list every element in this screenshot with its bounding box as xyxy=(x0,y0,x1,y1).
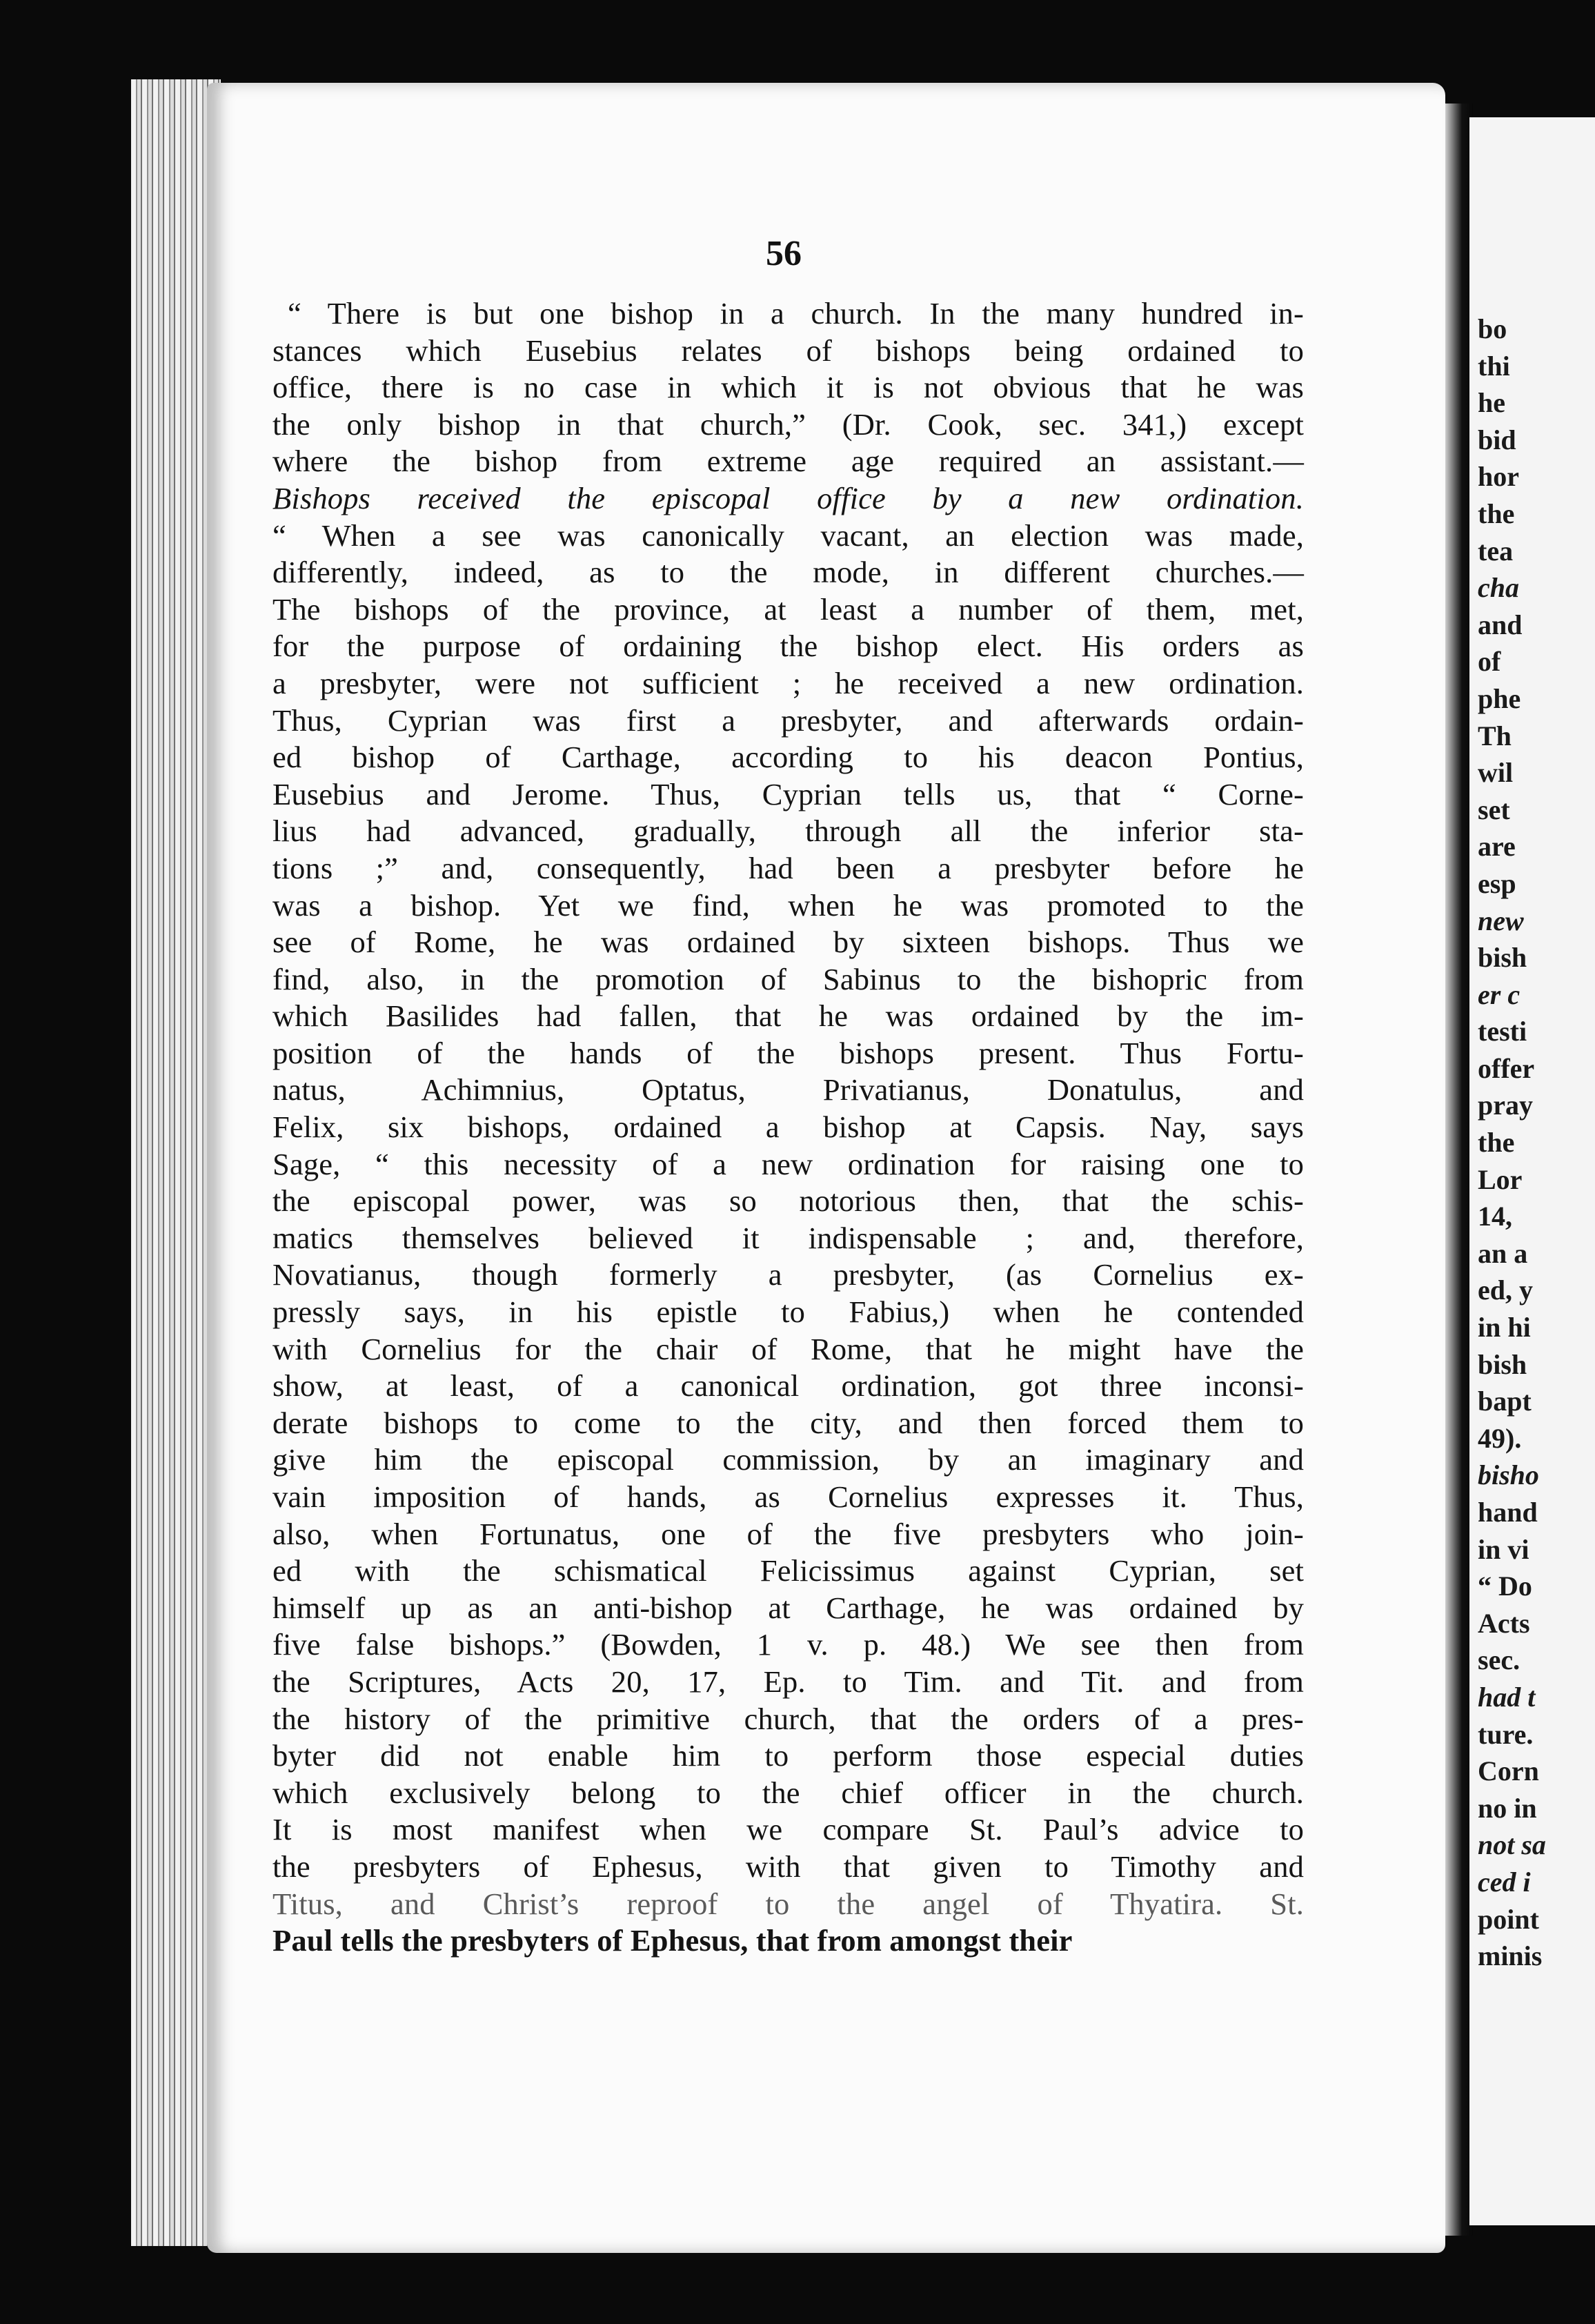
text-line: Felix, six bishops, ordained a bishop at Capsis. Nay, says xyxy=(273,1110,1304,1145)
text-line: ed with the schismatical Felicissimus against Cyprian, set xyxy=(273,1553,1304,1588)
text-line: the episcopal power, was so notorious then, that the schis- xyxy=(273,1183,1304,1219)
facing-line-fragment: wil xyxy=(1478,757,1514,789)
facing-line-fragment: bapt xyxy=(1478,1386,1532,1417)
facing-line-fragment: set xyxy=(1478,794,1510,825)
facing-line-fragment: Lor xyxy=(1478,1163,1523,1195)
text-line: Thus, Cyprian was first a presbyter, and afterwards ordain- xyxy=(273,702,1304,738)
text-line: tions ;” and, consequently, had been a presbyter before he xyxy=(273,850,1304,885)
text-line: was a bishop. Yet we find, when he was promoted to the xyxy=(273,887,1304,923)
facing-line-fragment: ced i xyxy=(1478,1866,1531,1898)
facing-line-fragment: the xyxy=(1478,1127,1515,1159)
text-line: “ When a see was canonically vacant, an election was made, xyxy=(273,518,1304,553)
facing-line-fragment: phe xyxy=(1478,682,1521,714)
text-line: for the purpose of ordaining the bishop elect. His orders as xyxy=(273,629,1304,664)
facing-line-fragment: and xyxy=(1478,609,1523,640)
facing-line-fragment: er c xyxy=(1478,978,1520,1010)
facing-line-fragment: pray xyxy=(1478,1090,1533,1121)
page-number: 56 xyxy=(766,234,802,273)
text-line: position of the hands of the bishops present. Thus Fortu- xyxy=(273,1035,1304,1070)
facing-line-fragment: tea xyxy=(1478,535,1514,567)
text-line: pressly says, in his epistle to Fabius,) when he contended xyxy=(273,1294,1304,1330)
text-line: stances which Eusebius relates of bishops being ordained to xyxy=(273,333,1304,368)
facing-line-fragment: hand xyxy=(1478,1497,1538,1528)
facing-line-fragment: point xyxy=(1478,1903,1539,1935)
text-line: lius had advanced, gradually, through all the inferior sta- xyxy=(273,814,1304,849)
facing-line-fragment: new xyxy=(1478,905,1524,936)
text-line: derate bishops to come to the city, and then forced them to xyxy=(273,1405,1304,1440)
facing-line-fragment: bish xyxy=(1478,1348,1527,1380)
facing-line-fragment: had t xyxy=(1478,1681,1536,1713)
facing-line-fragment: bisho xyxy=(1478,1459,1539,1491)
text-line: the Scriptures, Acts 20, 17, Ep. to Tim. and Tit. and from xyxy=(273,1664,1304,1699)
text-line: with Cornelius for the chair of Rome, that he might have the xyxy=(273,1331,1304,1366)
text-line: byter did not enable him to perform those especial duties xyxy=(273,1738,1304,1773)
text-line: five false bishops.” (Bowden, 1 v. p. 48.) We see then from xyxy=(273,1627,1304,1662)
text-line: the presbyters of Ephesus, with that given to Timothy and xyxy=(273,1849,1304,1884)
text-line: vain imposition of hands, as Cornelius expresses it. Thus, xyxy=(273,1479,1304,1514)
text-line: Eusebius and Jerome. Thus, Cyprian tells us, that “ Corne- xyxy=(273,776,1304,811)
text-line: show, at least, of a canonical ordination, got three inconsi- xyxy=(273,1368,1304,1404)
text-line: “ There is but one bishop in a church. In the many hundred in- xyxy=(288,296,1304,331)
facing-line-fragment: thi xyxy=(1478,350,1510,382)
facing-line-fragment: bish xyxy=(1478,942,1527,974)
facing-line-fragment: the xyxy=(1478,498,1515,529)
facing-line-fragment: cha xyxy=(1478,572,1519,604)
facing-line-fragment: sec. xyxy=(1478,1644,1520,1676)
body-text xyxy=(273,295,1304,1960)
text-line: Sage, “ this necessity of a new ordination for raising one to xyxy=(273,1146,1304,1181)
facing-line-fragment: of xyxy=(1478,646,1501,678)
text-line: find, also, in the promotion of Sabinus to the bishopric from xyxy=(273,961,1304,996)
text-line: where the bishop from extreme age required an assistant.— xyxy=(273,444,1304,479)
text-line: ed bishop of Carthage, according to his deacon Pontius, xyxy=(273,740,1304,775)
text-line: a presbyter, were not sufficient ; he received a new ordination. xyxy=(273,665,1304,700)
text-line: Titus, and Christ’s reproof to the angel of Thyatira. St. xyxy=(273,1886,1304,1921)
text-line: also, when Fortunatus, one of the five presbyters who join- xyxy=(273,1516,1304,1551)
facing-line-fragment: bid xyxy=(1478,424,1516,455)
facing-line-fragment: bo xyxy=(1478,313,1507,344)
text-line: Paul tells the presbyters of Ephesus, that from amongst their xyxy=(273,1923,1073,1958)
facing-line-fragment: ture. xyxy=(1478,1718,1534,1750)
facing-line-fragment: he xyxy=(1478,387,1505,419)
text-line: natus, Achimnius, Optatus, Privatianus, Donatulus, and xyxy=(273,1072,1304,1107)
facing-line-fragment: ed, y xyxy=(1478,1274,1533,1306)
text-line: which exclusively belong to the chief officer in the church. xyxy=(273,1775,1304,1810)
text-line: give him the episcopal commission, by an imaginary and xyxy=(273,1442,1304,1477)
text-line: Novatianus, though formerly a presbyter, (as Cornelius ex- xyxy=(273,1257,1304,1292)
facing-line-fragment: offer xyxy=(1478,1052,1535,1084)
facing-line-fragment: hor xyxy=(1478,461,1519,493)
facing-line-fragment: Th xyxy=(1478,720,1512,751)
facing-line-fragment: Corn xyxy=(1478,1755,1539,1787)
text-line: Bishops received the episcopal office by a new ordination. xyxy=(273,480,1304,515)
text-line: see of Rome, he was ordained by sixteen bishops. Thus we xyxy=(273,925,1304,960)
facing-line-fragment: testi xyxy=(1478,1016,1527,1047)
text-line: matics themselves believed it indispensable ; and, therefore, xyxy=(273,1220,1304,1255)
book-gutter xyxy=(1445,104,1473,2236)
text-line: the only bishop in that church,” (Dr. Cook, sec. 341,) except xyxy=(273,406,1304,442)
facing-line-fragment: are xyxy=(1478,831,1516,863)
facing-line-fragment: an a xyxy=(1478,1237,1528,1269)
facing-line-fragment: 14, xyxy=(1478,1201,1512,1232)
text-line: It is most manifest when we compare St. Paul’s advice to xyxy=(273,1812,1304,1847)
facing-page xyxy=(1469,117,1595,2225)
facing-line-fragment: in hi xyxy=(1478,1312,1531,1343)
facing-line-fragment: not sa xyxy=(1478,1829,1546,1861)
facing-line-fragment: “ Do xyxy=(1478,1570,1532,1602)
text-line: the history of the primitive church, that the orders of a pres- xyxy=(273,1701,1304,1736)
facing-line-fragment: minis xyxy=(1478,1940,1543,1972)
facing-line-fragment: in vi xyxy=(1478,1533,1529,1565)
text-line: differently, indeed, as to the mode, in different churches.— xyxy=(273,555,1304,590)
facing-line-fragment: 49). xyxy=(1478,1422,1522,1454)
facing-line-fragment: no in xyxy=(1478,1792,1537,1824)
facing-line-fragment: Acts xyxy=(1478,1607,1530,1639)
text-line: The bishops of the province, at least a number of them, met, xyxy=(273,591,1304,627)
facing-page-text xyxy=(1478,311,1546,1975)
text-line: office, there is no case in which it is not obvious that he was xyxy=(273,370,1304,405)
text-line: himself up as an anti-bishop at Carthage, he was ordained by xyxy=(273,1590,1304,1625)
text-line: which Basilides had fallen, that he was ordained by the im- xyxy=(273,998,1304,1034)
facing-line-fragment: esp xyxy=(1478,867,1516,899)
